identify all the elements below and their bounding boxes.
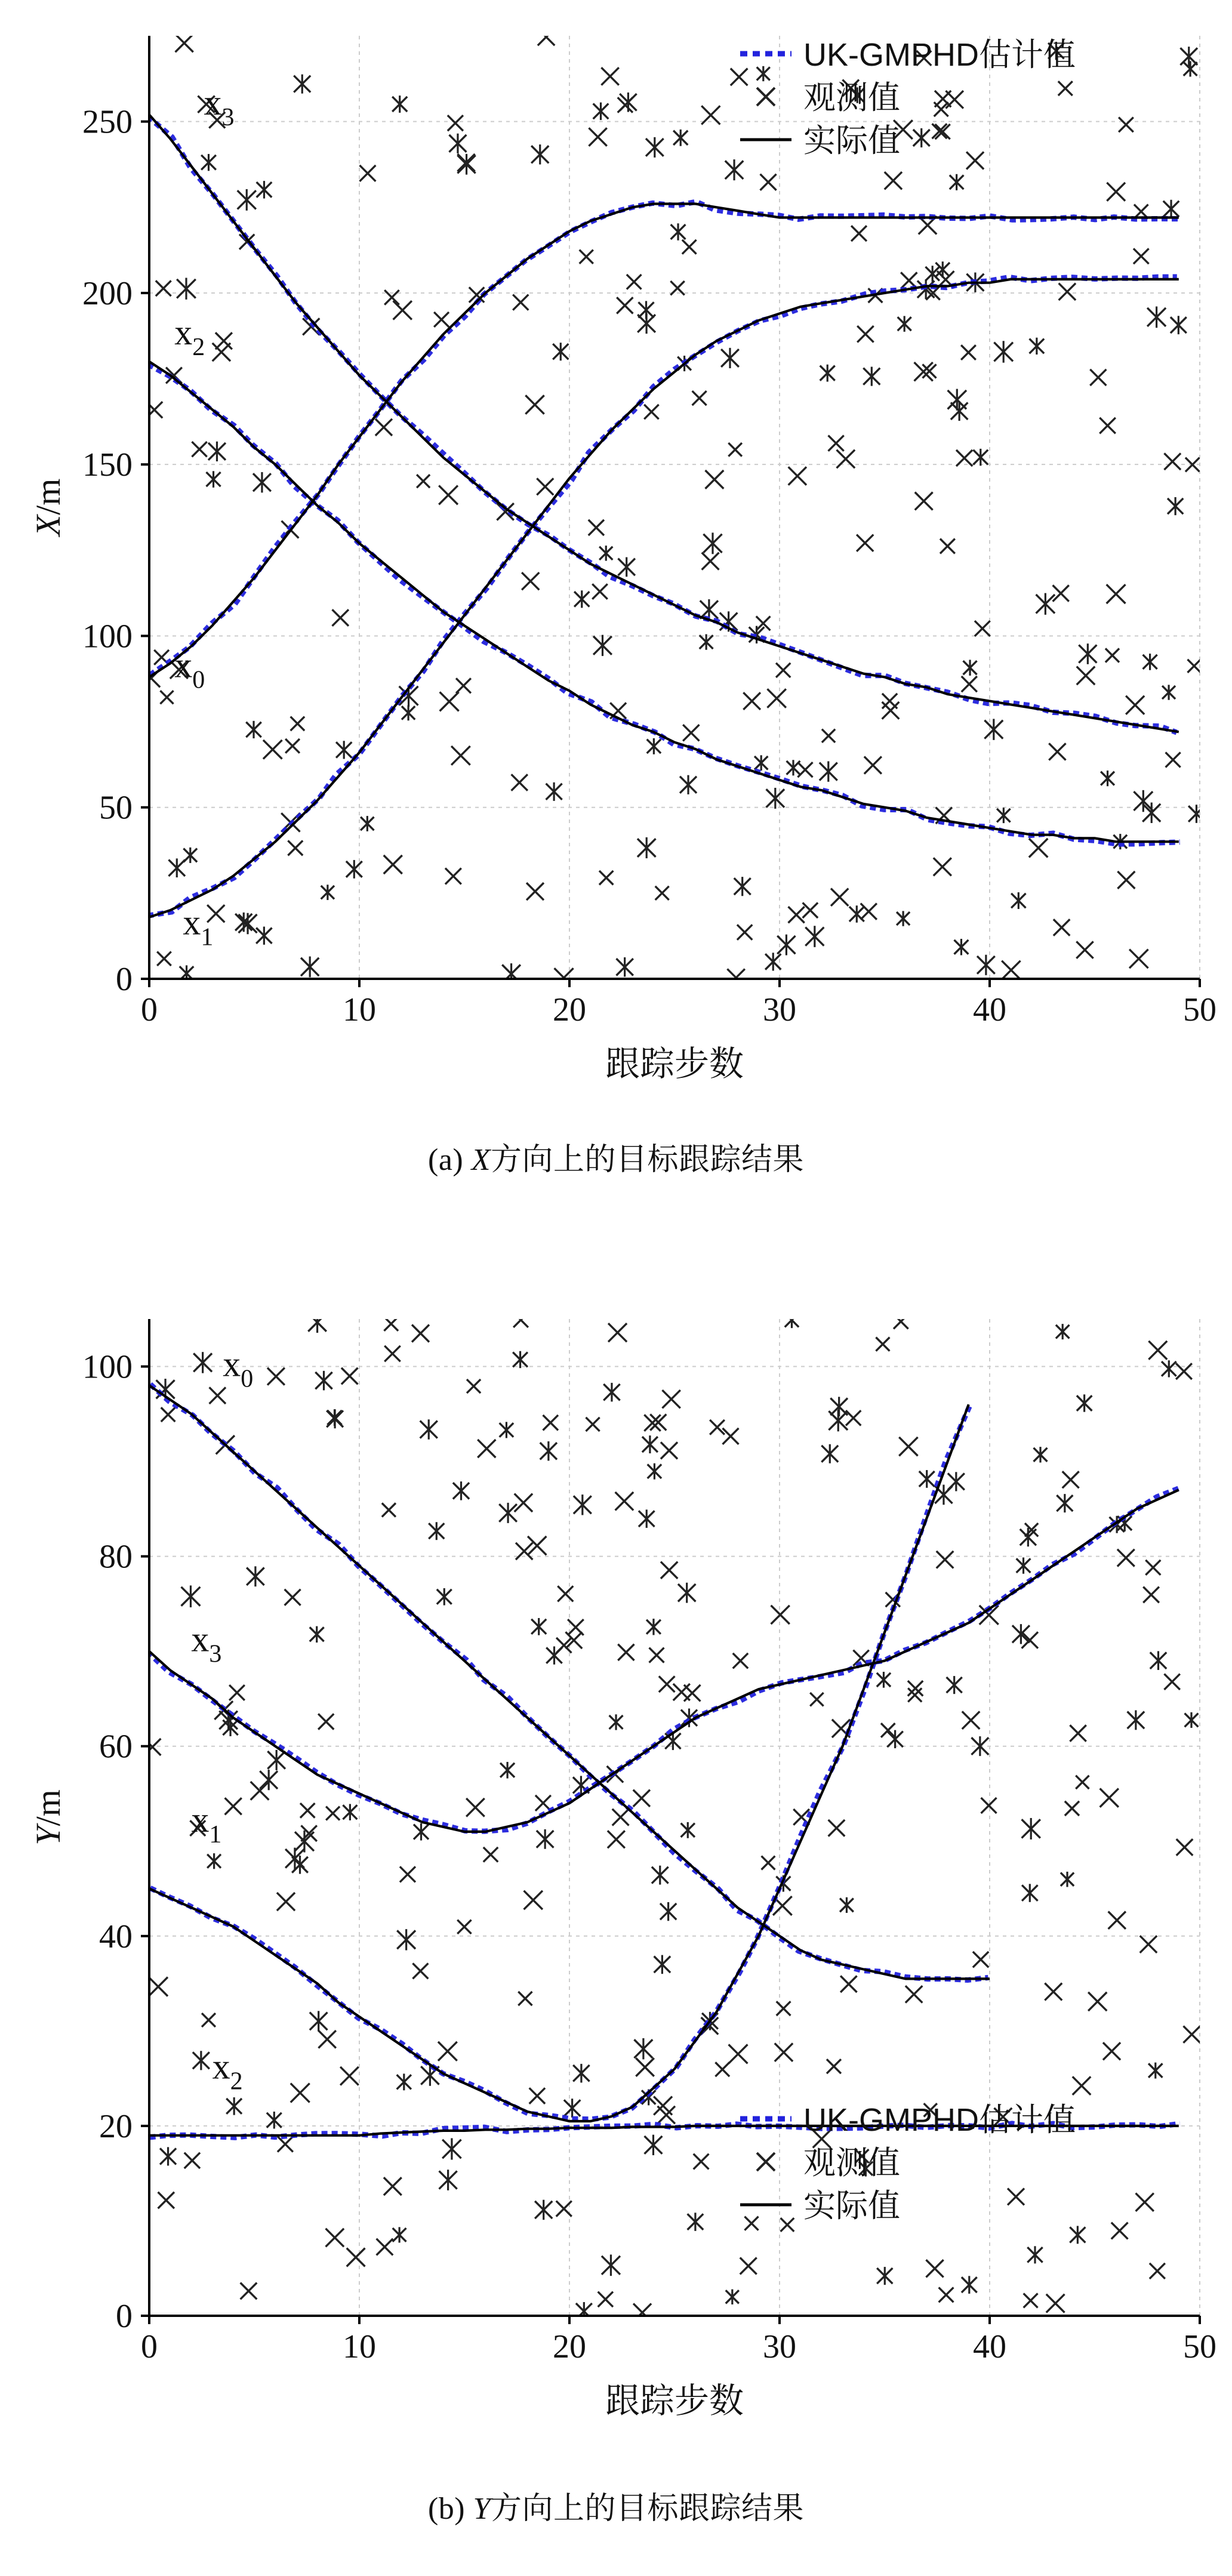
x-tick-label: 0 xyxy=(141,991,158,1028)
x-axis-label: 跟踪步数 xyxy=(605,2381,744,2420)
caption-b xyxy=(0,2483,1232,2528)
truth-curve-x3 xyxy=(149,115,1179,732)
caption-a-axis: X xyxy=(471,1143,491,1177)
x-tick-label: 20 xyxy=(553,991,586,1028)
legend-label-estimate: UK-GMPHD估计值 xyxy=(803,2102,1076,2138)
x-tick-label: 30 xyxy=(763,2328,796,2365)
track-label-x3: $x_3$ xyxy=(191,1619,222,1668)
chart-a-svg xyxy=(0,0,1232,1110)
grid-lines xyxy=(149,1319,1200,2316)
legend-label-truth: 实际值 xyxy=(803,2188,900,2224)
y-tick-label: 100 xyxy=(82,1348,133,1386)
legend-swatch-measurement xyxy=(757,2153,775,2171)
estimate-curve-x3 xyxy=(147,116,1176,732)
estimate-curve-y3 xyxy=(147,1489,1178,1831)
estimate-curves xyxy=(147,1384,1180,2137)
x-tick-label: 40 xyxy=(973,2328,1006,2365)
track-label-x0: $x_0$ xyxy=(223,1344,254,1393)
legend-label-measurement: 观测值 xyxy=(803,2145,900,2181)
plot-a-wrapper xyxy=(0,0,1232,1110)
y-tick-label: 200 xyxy=(82,275,133,312)
axes xyxy=(82,36,1216,1028)
y-tick-label: 60 xyxy=(99,1728,133,1765)
x-tick-label: 0 xyxy=(141,2328,158,2365)
y-axis-label xyxy=(29,479,67,538)
x-tick-label: 50 xyxy=(1183,2328,1216,2365)
chart-panel-b xyxy=(0,1283,1232,2576)
svg-text:Y/m: Y/m xyxy=(29,1789,67,1845)
legend xyxy=(740,2102,1076,2224)
y-tick-label: 0 xyxy=(116,961,133,998)
y-axis-label xyxy=(29,1789,67,1845)
caption-a-rest: 方向上的目标跟踪结果 xyxy=(490,1143,804,1177)
legend-label-estimate: UK-GMPHD估计值 xyxy=(803,37,1076,73)
track-labels xyxy=(191,1344,253,2095)
caption-b-axis: Y xyxy=(473,2492,491,2526)
x-tick-label: 50 xyxy=(1183,991,1216,1028)
caption-b-prefix: (b) xyxy=(427,2492,473,2526)
plot-b-wrapper xyxy=(0,1283,1232,2453)
truth-curve-x1 xyxy=(149,279,1179,917)
truth-curve-x2 xyxy=(149,362,1179,842)
x-tick-label: 10 xyxy=(343,2328,376,2365)
y-tick-label: 40 xyxy=(99,1918,133,1955)
x-tick-label: 30 xyxy=(763,991,796,1028)
truth-curve-y1 xyxy=(149,1404,969,2121)
measurement-scatter xyxy=(142,29,1205,987)
y-tick-label: 80 xyxy=(99,1538,133,1576)
y-tick-label: 50 xyxy=(99,789,133,827)
x-tick-label: 40 xyxy=(973,991,1006,1028)
truth-curves xyxy=(149,1385,1179,2136)
measurement-scatter xyxy=(144,1312,1200,2322)
legend xyxy=(740,37,1076,159)
x-tick-label: 10 xyxy=(343,991,376,1028)
legend-label-measurement: 观测值 xyxy=(803,80,900,116)
y-tick-label: 150 xyxy=(82,446,133,484)
chart-panel-a xyxy=(0,0,1232,1241)
estimate-curve-y0 xyxy=(150,1384,988,1980)
estimate-curve-x0 xyxy=(150,202,1179,675)
caption-a xyxy=(0,1134,1232,1179)
x-axis-label: 跟踪步数 xyxy=(605,1044,744,1083)
x-tick-label: 20 xyxy=(553,2328,586,2365)
legend-label-truth: 实际值 xyxy=(803,123,900,159)
y-tick-label: 100 xyxy=(82,618,133,655)
track-label-x1: $x_1$ xyxy=(191,1799,222,1848)
track-label-x3: $x_3$ xyxy=(204,83,235,132)
svg-text:X/m: X/m xyxy=(29,478,67,537)
chart-b-svg xyxy=(0,1283,1232,2453)
y-tick-label: 250 xyxy=(82,103,133,141)
truth-curve-x0 xyxy=(149,204,1179,677)
track-label-x2: $x_2$ xyxy=(174,313,205,362)
legend-swatch-measurement xyxy=(757,88,775,106)
caption-a-prefix: (a) xyxy=(428,1143,472,1177)
caption-b-rest: 方向上的目标跟踪结果 xyxy=(491,2492,805,2526)
y-tick-label: 0 xyxy=(116,2298,133,2335)
track-label-x2: $x_2$ xyxy=(212,2047,243,2096)
y-tick-label: 20 xyxy=(99,2107,133,2145)
estimate-curve-x1 xyxy=(147,277,1177,916)
track-label-x0: $x_0$ xyxy=(174,645,205,694)
estimate-curve-x2 xyxy=(148,364,1180,844)
track-label-x1: $x_1$ xyxy=(183,902,214,951)
